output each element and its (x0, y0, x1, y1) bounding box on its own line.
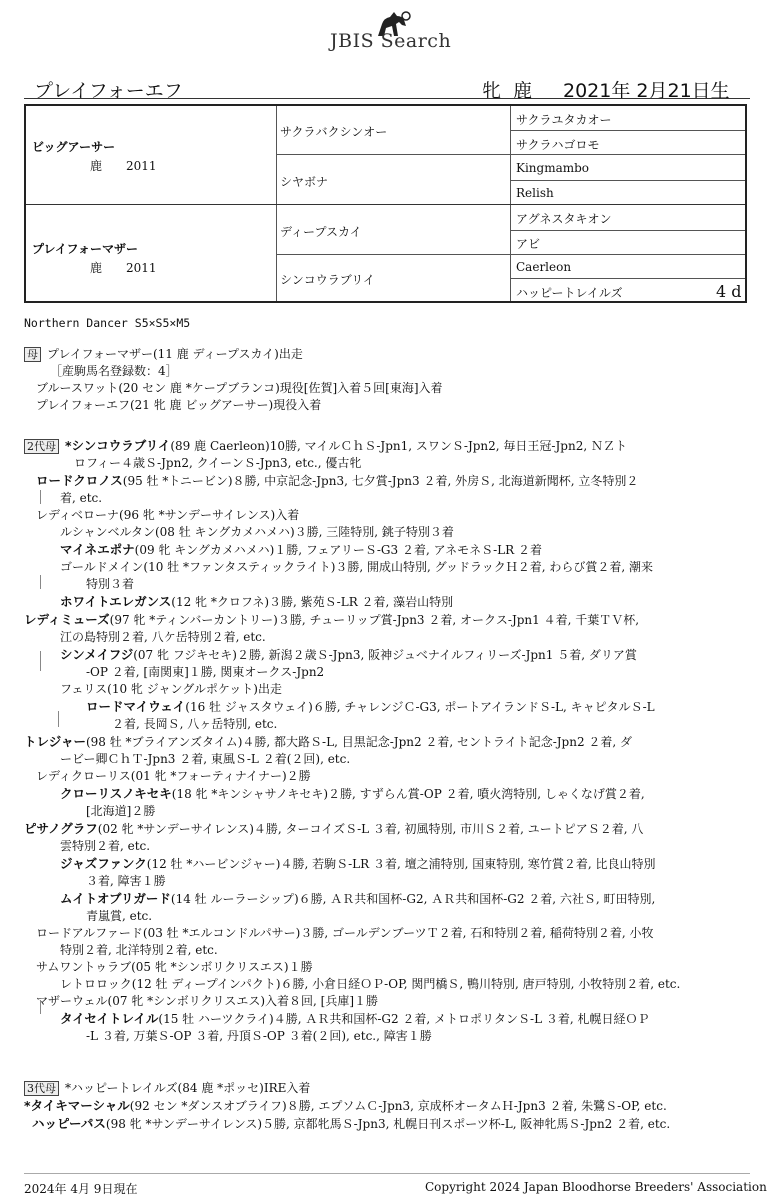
pedigree-line (24, 507, 680, 524)
g2-name: シヤボナ (280, 175, 329, 189)
second-dam-section (24, 437, 680, 1045)
g3-name: アグネスタキオン (516, 212, 612, 226)
footer-copyright: Copyright 2024 Japan Bloodhorse Breeders' Association (425, 1180, 767, 1194)
pedigree-line (24, 873, 680, 890)
pedigree-line (24, 838, 680, 855)
line-text: (18 牝 *キンシャサノキセキ)２勝, すずらん賞-OP ２着, 噴火湾特別, しゃくなげ賞２着, (171, 787, 645, 801)
horse-name-bold: シンメイフジ (60, 647, 134, 662)
line-text: (95 牡 *トニービン)８勝, 中京記念-Jpn3, 七夕賞-Jpn3 ２着, 外房Ｓ, 北海道新聞杯, 立冬特別２ (122, 474, 639, 488)
pedigree-line (24, 664, 680, 681)
ped-divider (26, 204, 745, 205)
pedigree-line (24, 1028, 680, 1045)
g3-name: ハッピートレイルズ (516, 286, 623, 300)
line-text: -L ３着, 万葉Ｓ-OP ３着, 丹頂Ｓ-OP ３着(２回), etc., 障害１勝 (86, 1029, 432, 1043)
pedigree-line (24, 1115, 670, 1133)
ped-divider (276, 254, 745, 255)
line-text: (12 牝 *クロフネ)３勝, 紫苑Ｓ-LR ２着, 藻岩山特別 (171, 595, 454, 609)
dam-line: プレイフォーマザー(11 鹿 ディープスカイ)出走 (47, 347, 303, 361)
horse-name-bold: タイセイトレイル (60, 1011, 159, 1026)
line-text: 特別３着 (86, 577, 135, 591)
pedigree-line (24, 768, 680, 785)
tree-connector (58, 711, 59, 727)
horse-name-bold: ピサノグラフ (24, 821, 98, 836)
line-text: 江の島特別２着, 八ケ岳特別２着, etc. (60, 630, 266, 644)
tree-connector (40, 575, 41, 589)
pedigree-line (24, 785, 680, 803)
ped-divider (510, 230, 745, 231)
horse-name-bold: ロードマイウェイ (86, 699, 186, 714)
sire-cell (32, 138, 157, 174)
pedigree-line (24, 576, 680, 593)
footer-divider (24, 1173, 750, 1174)
pedigree-line (24, 908, 680, 925)
g3-name: Caerleon (516, 260, 572, 274)
dam-line: ［産駒馬名登録数：4］ (50, 364, 178, 378)
pedigree-line (24, 437, 680, 455)
pedigree-table (24, 104, 747, 303)
pedigree-line (24, 698, 680, 716)
line-text: -OP ２着, [南関東]１勝, 関東オークス-Jpn2 (86, 665, 325, 679)
jbis-logo[interactable] (330, 8, 470, 54)
title-divider (24, 98, 750, 99)
dam-line: プレイフォーエフ(21 牝 鹿 ビッグアーサー)現役入着 (36, 398, 322, 412)
pedigree-line (24, 646, 680, 664)
line-text: レトロロック(12 牡 ディープインパクト)６勝, 小倉日経ＯＰ-OP, 関門橋Ｓ, 鴨川特別, 唐戸特別, 小牧特別２着, etc. (60, 977, 681, 991)
pedigree-line (24, 490, 680, 507)
third-dam-section (24, 1080, 670, 1133)
g2-name: サクラバクシンオー (280, 125, 388, 139)
g3-name: サクラユタカオー (516, 113, 612, 127)
pedigree-line (24, 942, 680, 959)
pedigree-line (24, 976, 680, 993)
g3-name: Kingmambo (516, 161, 590, 175)
pedigree-line (24, 1010, 680, 1028)
line-text: [北海道]２勝 (86, 804, 156, 818)
horse-name-bold: *シンコウラブリイ (65, 438, 171, 453)
dam-label: 母 (24, 347, 41, 362)
g2-name: シンコウラブリイ (280, 273, 375, 287)
line-text: (02 牝 *サンデーサイレンス)４勝, ターコイズＳ-L ３着, 初風特別, 市川Ｓ２着, ユートピアＳ２着, 八 (97, 822, 644, 836)
pedigree-line (24, 1080, 670, 1097)
pedigree-line (24, 751, 680, 768)
pedigree-line (24, 593, 680, 611)
line-text: (92 セン *ダンスオブライフ)８勝, エプソムＣ-Jpn3, 京成杯オータムＨ-Jpn3 ２着, 朱鷺Ｓ-OP, etc. (129, 1099, 667, 1113)
dam-info: 鹿 2011 (90, 261, 157, 275)
ped-divider (510, 278, 745, 279)
line-text: (98 牡 *ブライアンズタイム)４勝, 都大路Ｓ-L, 目黒記念-Jpn2 ２着, セントライト記念-Jpn2 ２着, ダ (85, 735, 633, 749)
horse-name-bold: ムイトオブリガード (60, 891, 171, 906)
second-dam-label: 2代母 (24, 439, 59, 454)
pedigree-line (24, 611, 680, 629)
line-text: (89 鹿 Caerleon)10勝, マイルＣｈＳ-Jpn1, スワンＳ-Jpn2, 毎日王冠-Jpn2, ＮＺト (170, 439, 627, 453)
pedigree-line (24, 716, 680, 733)
ped-divider (276, 154, 745, 155)
line-text: 着, etc. (60, 491, 103, 505)
pedigree-line (24, 1097, 670, 1115)
pedigree-line (24, 733, 680, 751)
line-text: ２着, 長岡Ｓ, 八ヶ岳特別, etc. (112, 717, 278, 731)
dam-cell (32, 240, 157, 276)
sire-info: 鹿 2011 (90, 159, 157, 173)
pedigree-line (24, 541, 680, 559)
g3-name: Relish (516, 186, 554, 200)
line-text: ルシャンベルタン(08 牡 キングカメハメハ)３勝, 三陸特別, 銚子特別３着 (60, 525, 454, 539)
line-text: (97 牝 *ティンバーカントリー)３勝, チューリップ賞-Jpn3 ２着, オークス-Jpn1 ４着, 千葉ＴＶ杯, (109, 613, 640, 627)
third-dam-label: 3代母 (24, 1081, 59, 1096)
birth-date: 2021年 2月21日生 (563, 80, 730, 102)
line-text: ービー卿ＣｈＴ-Jpn3 ２着, 東風Ｓ-L ２着(２回), etc. (60, 752, 351, 766)
line-text: 特別２着, 北洋特別２着, etc. (60, 943, 218, 957)
g3-name: サクラハゴロモ (516, 138, 600, 152)
pedigree-line (24, 855, 680, 873)
pedigree-line (24, 455, 680, 472)
line-text: ゴールドメイン(10 牡 *ファンタスティックライト)３勝, 開成山特別, グッドラックＨ２着, わらび賞２着, 潮来 (60, 560, 654, 574)
line-text: (14 牡 ルーラーシップ)６勝, ＡＲ共和国杯-G2, ＡＲ共和国杯-G2 ２着, 六社Ｓ, 町田特別, (170, 892, 656, 906)
pedigree-line (24, 993, 680, 1010)
tree-connector (40, 1000, 41, 1014)
line-text: (15 牡 ハーツクライ)４勝, ＡＲ共和国杯-G2 ２着, メトロポリタンＳ-L ３着, 札幌日経ＯＰ (158, 1012, 650, 1026)
dam-name: プレイフォーマザー (32, 242, 138, 256)
line-text: (16 牡 ジャスタウェイ)６勝, チャレンジＣ-G3, ポートアイランドＳ-L, キャピタルＳ-L (185, 700, 655, 714)
sex-color: 牝 鹿 (482, 80, 533, 102)
pedigree-line (24, 925, 680, 942)
g3-name: アビ (516, 237, 541, 251)
horse-name-bold: クローリスノキセキ (60, 786, 172, 801)
horse-name-bold: ジャズファンク (60, 856, 147, 871)
horse-name-bold: *タイキマーシャル (24, 1098, 130, 1113)
line-text: レディベローナ(96 牝 *サンデーサイレンス)入着 (36, 508, 300, 522)
g2-name: ディープスカイ (280, 225, 362, 239)
tree-connector (40, 490, 41, 504)
pedigree-line (24, 524, 680, 541)
line-text: ロフィー４歳Ｓ-Jpn2, クイーンＳ-Jpn3, etc., 優古牝 (74, 456, 362, 470)
logo-text: JBIS Search (330, 30, 452, 52)
horse-name-bold: ホワイトエレガンス (60, 594, 172, 609)
line-text: 青嵐賞, etc. (86, 909, 153, 923)
horse-name-bold: ロードクロノス (36, 473, 123, 488)
pedigree-line (24, 472, 680, 490)
line-text: *ハッピートレイルズ(84 鹿 *ポッセ)IRE入着 (65, 1081, 311, 1095)
ped-divider (510, 180, 745, 181)
ped-divider (510, 130, 745, 131)
line-text: フェリス(10 牝 ジャングルポケット)出走 (60, 682, 282, 696)
footer-date: 2024年 4月 9日現在 (24, 1182, 138, 1196)
pedigree-line (24, 803, 680, 820)
line-text: (98 牝 *サンデーサイレンス)５勝, 京都牝馬Ｓ-Jpn3, 札幌日刊スポーツ杯-L, 阪神牝馬Ｓ-Jpn2 ２着, etc. (105, 1117, 671, 1131)
dam-section (24, 346, 443, 414)
line-text: レディクローリス(01 牝 *フォーティナイナー)２勝 (36, 769, 311, 783)
horse-name-bold: トレジャー (24, 734, 86, 749)
pedigree-line (24, 559, 680, 576)
inbreeding-note: Northern Dancer S5×S5×M5 (24, 316, 191, 330)
dam-line: ブルースワット(20 セン 鹿 *ケープブランコ)現役[佐賀]入着５回[東海]入着 (36, 381, 443, 395)
horse-name-bold: ハッピーパス (32, 1116, 106, 1131)
family-number: 4 d (716, 282, 742, 301)
line-text: (09 牝 キングカメハメハ)１勝, フェアリーＳ-G3 ２着, アネモネＳ-LR ２着 (134, 543, 542, 557)
line-text: ロードアルファード(03 牡 *エルコンドルパサー)３勝, ゴールデンブーツＴ２着, 石和特別２着, 稲荷特別２着, 小牧 (36, 926, 654, 940)
horse-name: プレイフォーエフ (34, 80, 183, 102)
pedigree-line (24, 681, 680, 698)
horse-name-bold: マイネエポナ (60, 542, 135, 557)
horse-name-bold: レディミューズ (24, 612, 110, 627)
pedigree-line (24, 890, 680, 908)
line-text: 雲特別２着, etc. (60, 839, 151, 853)
tree-connector (40, 651, 41, 671)
sire-name: ビッグアーサー (32, 140, 116, 154)
line-text: (12 牡 *ハービンジャー)４勝, 若駒Ｓ-LR ３着, 壇之浦特別, 国東特別, 寒竹賞２着, 比良山特別 (146, 857, 656, 871)
pedigree-line (24, 629, 680, 646)
pedigree-line (24, 959, 680, 976)
line-text: マザーウェル(07 牝 *シンボリクリスエス)入着８回, [兵庫]１勝 (36, 994, 378, 1008)
line-text: (07 牝 フジキセキ)２勝, 新潟２歳Ｓ-Jpn3, 阪神ジュベナイルフィリーズ-Jpn1 ５着, ダリア賞 (133, 648, 637, 662)
line-text: サムワントゥラブ(05 牝 *シンボリクリスエス)１勝 (36, 960, 313, 974)
pedigree-line (24, 820, 680, 838)
line-text: ３着, 障害１勝 (86, 874, 166, 888)
